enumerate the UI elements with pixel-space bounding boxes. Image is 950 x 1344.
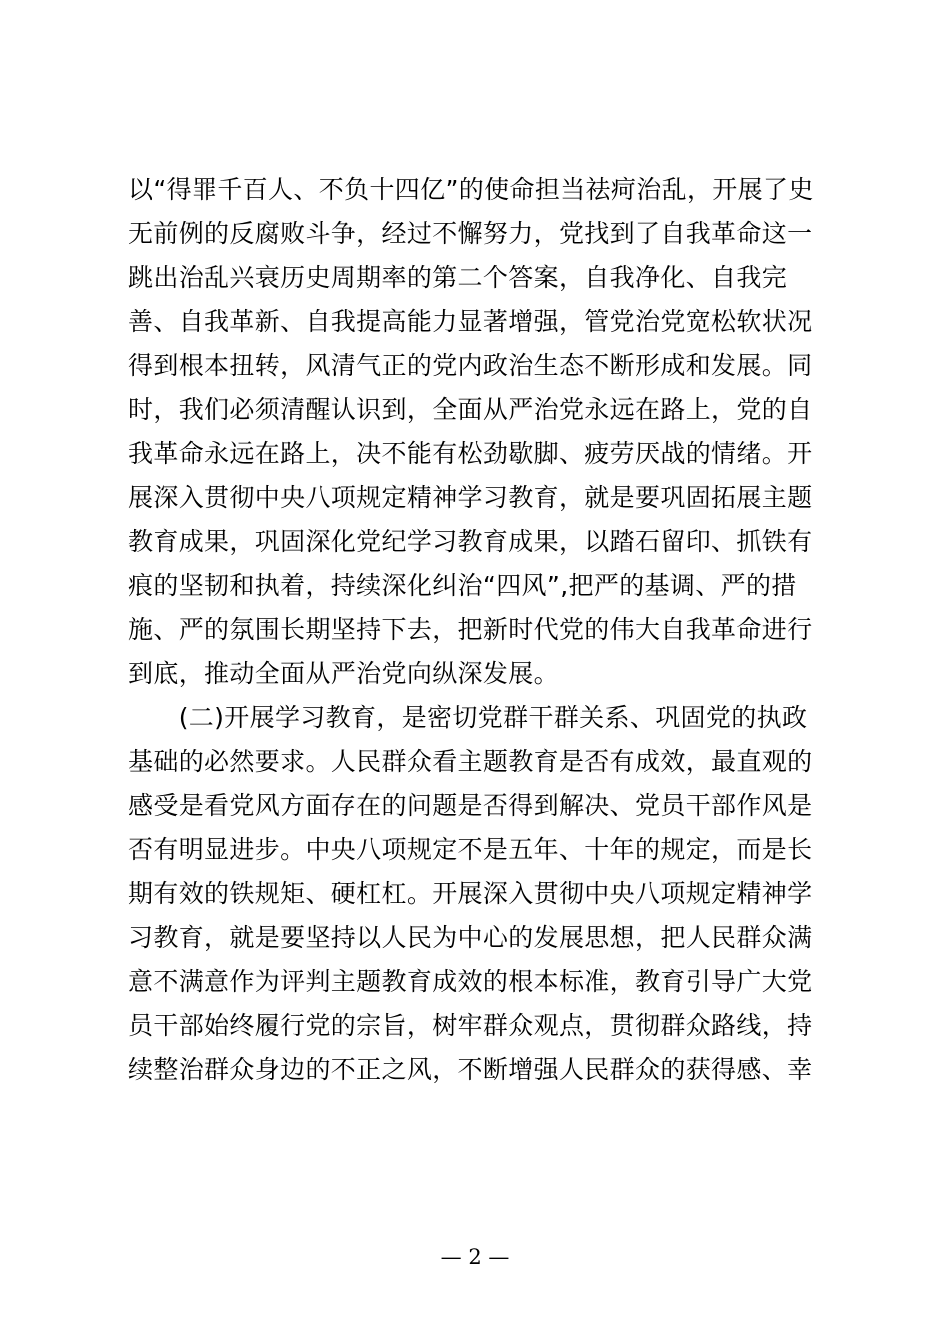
text-line: 期有效的铁规矩、硬杠杠。开展深入贯彻中央八项规定精神学	[128, 879, 813, 908]
text-line: 教育成果，巩固深化党纪学习教育成果，以踏石留印、抓铁有	[128, 527, 813, 556]
section-heading-line: (二)开展学习教育，是密切党群干群关系、巩固党的执政	[128, 703, 808, 732]
text-line: 到底，推动全面从严治党向纵深发展。	[128, 659, 559, 688]
text-line: 跳出治乱兴衰历史周期率的第二个答案，自我净化、自我完	[128, 263, 788, 292]
text-line: 时，我们必须清醒认识到，全面从严治党永远在路上，党的自	[128, 395, 813, 424]
page-number: — 2 —	[440, 1245, 510, 1269]
text-line: 以“得罪千百人、不负十四亿”的使命担当祛疴治乱，开展了史	[128, 175, 814, 204]
text-line: 展深入贯彻中央八项规定精神学习教育，就是要巩固拓展主题	[128, 483, 813, 512]
text-line: 意不满意作为评判主题教育成效的根本标准，教育引导广大党	[128, 967, 813, 996]
text-line: 痕的坚韧和执着，持续深化纠治“四风”,把严的基调、严的措	[128, 571, 797, 600]
text-line: 否有明显进步。中央八项规定不是五年、十年的规定，而是长	[128, 835, 813, 864]
text-line: 施、严的氛围长期坚持下去，把新时代党的伟大自我革命进行	[128, 615, 813, 644]
text-line: 续整治群众身边的不正之风，不断增强人民群众的获得感、幸	[128, 1055, 813, 1084]
text-line: 善、自我革新、自我提高能力显著增强，管党治党宽松软状况	[128, 307, 813, 336]
text-line: 我革命永远在路上，决不能有松劲歇脚、疲劳厌战的情绪。开	[128, 439, 813, 468]
text-line: 员干部始终履行党的宗旨，树牢群众观点，贯彻群众路线，持	[128, 1011, 813, 1040]
text-line: 感受是看党风方面存在的问题是否得到解决、党员干部作风是	[128, 791, 813, 820]
text-line: 得到根本扭转，风清气正的党内政治生态不断形成和发展。同	[128, 351, 813, 380]
document-body	[128, 168, 828, 1092]
text-line: 基础的必然要求。人民群众看主题教育是否有成效，最直观的	[128, 747, 813, 776]
text-line: 习教育，就是要坚持以人民为中心的发展思想，把人民群众满	[128, 923, 813, 952]
text-line: 无前例的反腐败斗争，经过不懈努力，党找到了自我革命这一	[128, 219, 813, 248]
